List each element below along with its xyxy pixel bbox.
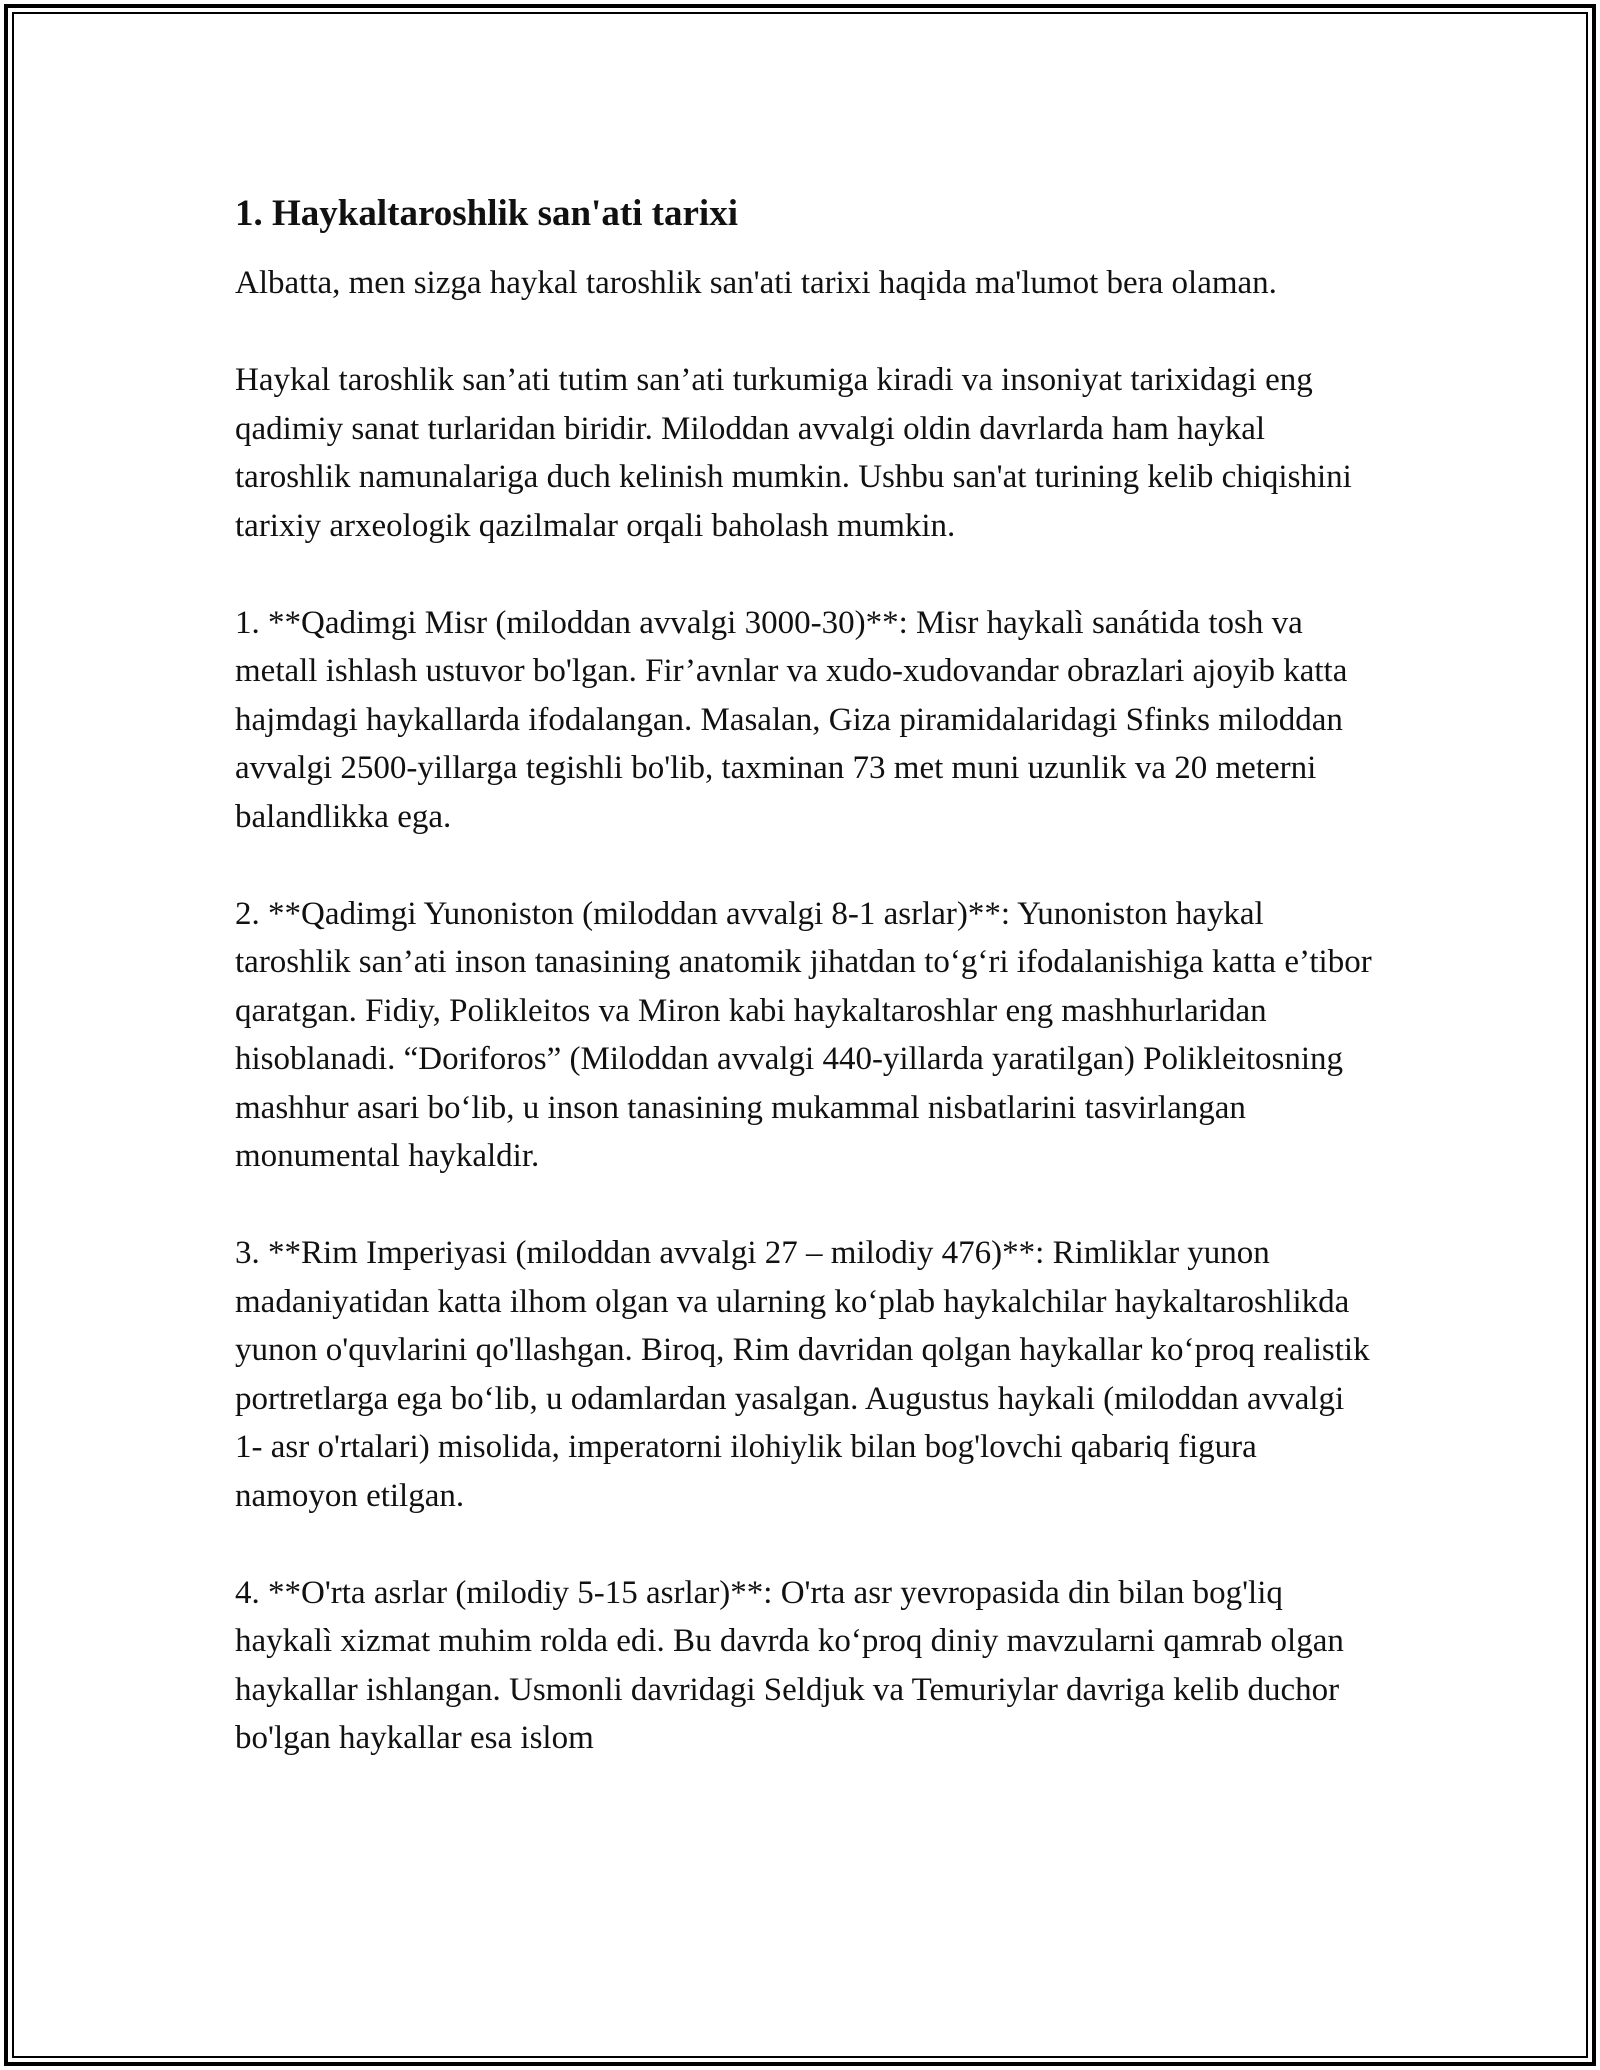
document-body (235, 190, 1375, 1763)
paragraph-greece: 2. **Qadimgi Yunoniston (miloddan avvalgi 8-1 asrlar)**: Yunoniston haykal taroshlik san’ati inson tanasining anatomik jihatdan to‘g‘ri ifodalanishiga katta e’tibor qaratgan. Fidiy, Polikleitos va Miron kabi haykaltaroshlar eng mashhurlaridan hisoblanadi. “Doriforos” (Miloddan avvalgi 440-yillarda yaratilgan) Polikleitosning mashhur asari bo‘lib, u inson tanasining mukammal nisbatlarini tasvirlangan monumental haykaldir. (235, 895, 1372, 1174)
paragraph-rome: 3. **Rim Imperiyasi (miloddan avvalgi 27 – milodiy 476)**: Rimliklar yunon madaniyatidan katta ilhom olgan va ularning ko‘plab haykalchilar haykaltaroshlikda yunon o'quvlarini qo'llashgan. Biroq, Rim davridan qolgan haykallar ko‘proq realistik portretlarga ega bo‘lib, u odamlardan yasalgan. Augustus haykali (miloddan avvalgi 1- asr o'rtalari) misolida, imperatorni ilohiylik bilan bog'lovchi qabariq figura namoyon etilgan. (235, 1235, 1370, 1514)
paragraph-egypt: 1. **Qadimgi Misr (miloddan avvalgi 3000-30)**: Misr haykalì sanátida tosh va metall ishlash ustuvor bo'lgan. Fir’avnlar va xudo-xudovandar obrazlari ajoyib katta hajmdagi haykallarda ifodalangan. Masalan, Giza piramidalaridagi Sfinks miloddan avvalgi 2500-yillarga tegishli bo'lib, taxminan 73 met muni uzunlik va 20 meterni balandlikka ega. (235, 604, 1348, 835)
document-title: 1. Haykaltaroshlik san'ati tarixi (235, 193, 738, 234)
paragraph-overview: Haykal taroshlik san’ati tutim san’ati turkumiga kiradi va insoniyat tarixidagi eng qadimiy sanat turlaridan biridir. Miloddan avvalgi oldin davrlarda ham haykal taroshlik namunalariga duch kelinish mumkin. Ushbu san'at turining kelib chiqishini tarixiy arxeologik qazilmalar orqali baholash mumkin. (235, 362, 1352, 544)
paragraph-middle-ages: 4. **O'rta asrlar (milodiy 5-15 asrlar)**: O'rta asr yevropasida din bilan bog'liq haykalì xizmat muhim rolda edi. Bu davrda ko‘proq diniy mavzularni qamrab olgan haykallar ishlangan. Usmonli davridagi Seldjuk va Temuriylar davriga kelib duchor bo'lgan haykallar esa islom (235, 1574, 1344, 1756)
paragraph-intro: Albatta, men sizga haykal taroshlik san'ati tarixi haqida ma'lumot bera olaman. (235, 265, 1277, 301)
